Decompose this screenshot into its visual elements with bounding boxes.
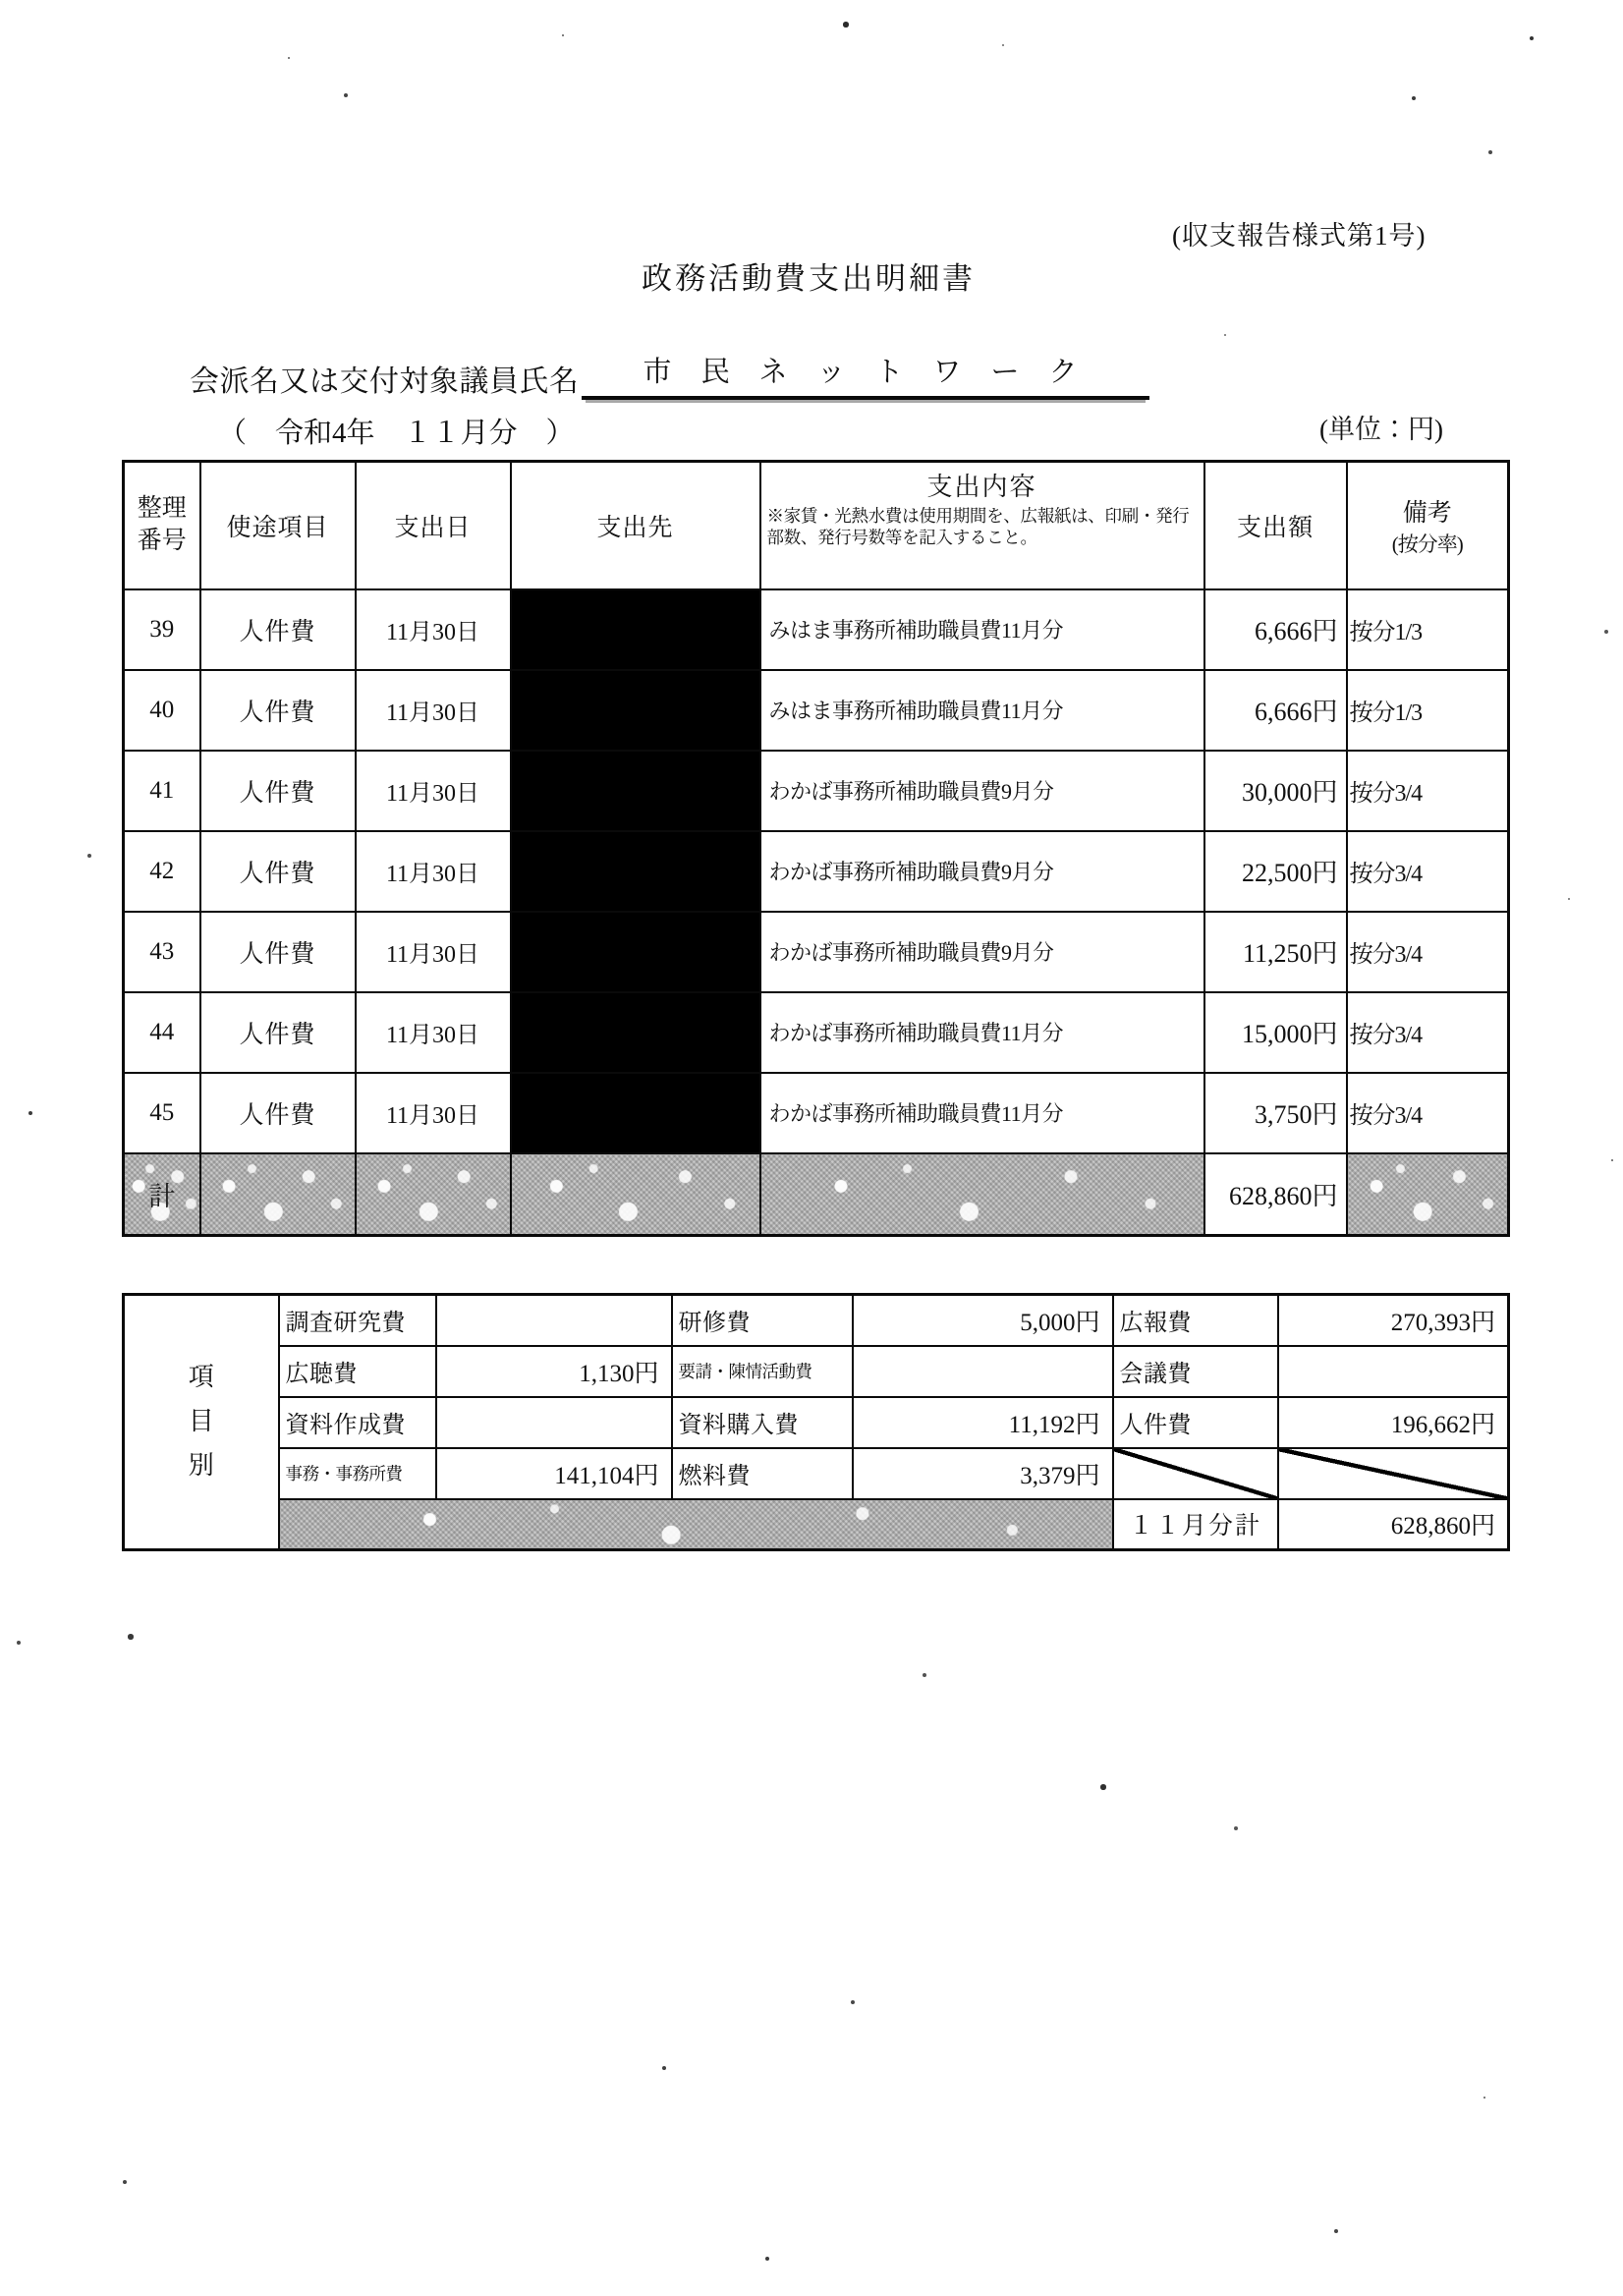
cell-remarks: 按分3/4 (1347, 751, 1509, 831)
summary-value (436, 1397, 672, 1448)
cell-serial-number: 42 (124, 831, 200, 912)
cell-content: わかば事務所補助職員費11月分 (760, 992, 1204, 1073)
group-label-text: 項目別 (188, 1363, 214, 1480)
summary-label: 広報費 (1113, 1295, 1278, 1346)
monthly-total-label: １１月分計 (1113, 1499, 1278, 1550)
redacted-payee-cell (511, 1073, 760, 1153)
header-category: 使途項目 (200, 462, 356, 589)
cell-serial-number: 45 (124, 1073, 200, 1153)
expense-row (124, 992, 1509, 1073)
cell-amount: 11,250円 (1204, 912, 1347, 992)
total-shaded-cell (200, 1153, 356, 1236)
cell-category: 人件費 (200, 1073, 356, 1153)
cell-category: 人件費 (200, 589, 356, 670)
summary-label: 要請・陳情活動費 (672, 1346, 853, 1397)
cell-serial-number: 41 (124, 751, 200, 831)
summary-value: 141,104円 (436, 1448, 672, 1499)
cell-content: わかば事務所補助職員費11月分 (760, 1073, 1204, 1153)
redacted-payee-cell (511, 670, 760, 751)
cell-serial-number: 39 (124, 589, 200, 670)
scan-noise-speckles (0, 0, 2, 2)
summary-label: 燃料費 (672, 1448, 853, 1499)
summary-shaded-cell (279, 1499, 1113, 1550)
cell-category: 人件費 (200, 831, 356, 912)
payee-name: 市民ネットワーク (582, 350, 1149, 400)
redacted-payee-cell (511, 589, 760, 670)
total-amount-cell: 628,860円 (1204, 1153, 1347, 1236)
cell-category: 人件費 (200, 992, 356, 1073)
header-amount: 支出額 (1204, 462, 1347, 589)
diagonal-slash-cell (1278, 1448, 1509, 1499)
cell-category: 人件費 (200, 751, 356, 831)
redacted-payee-cell (511, 912, 760, 992)
summary-total-row (124, 1499, 1509, 1550)
cell-date: 11月30日 (356, 751, 511, 831)
cell-amount: 6,666円 (1204, 670, 1347, 751)
header-content-title: 支出内容 (926, 473, 1037, 501)
summary-value (436, 1295, 672, 1346)
summary-value: 3,379円 (853, 1448, 1113, 1499)
summary-value: 11,192円 (853, 1397, 1113, 1448)
unit-note: (単位：円) (1319, 415, 1443, 444)
summary-value: 5,000円 (853, 1295, 1113, 1346)
cell-remarks: 按分3/4 (1347, 912, 1509, 992)
cell-content: わかば事務所補助職員費9月分 (760, 751, 1204, 831)
summary-row (124, 1397, 1509, 1448)
summary-label: 研修費 (672, 1295, 853, 1346)
total-shaded-cell (760, 1153, 1204, 1236)
redacted-payee-cell (511, 831, 760, 912)
header-remarks-title: 備考 (1402, 499, 1452, 527)
cell-remarks: 按分1/3 (1347, 589, 1509, 670)
summary-value: 1,130円 (436, 1346, 672, 1397)
cell-serial-number: 40 (124, 670, 200, 751)
cell-remarks: 按分3/4 (1347, 992, 1509, 1073)
redacted-payee-cell (511, 751, 760, 831)
summary-label: 事務・事務所費 (279, 1448, 436, 1499)
redacted-payee-cell (511, 992, 760, 1073)
cell-remarks: 按分3/4 (1347, 831, 1509, 912)
expense-row (124, 831, 1509, 912)
payee-label: 会派名又は交付対象議員氏名 (190, 365, 580, 398)
cell-date: 11月30日 (356, 831, 511, 912)
summary-value (1278, 1346, 1509, 1397)
group-label-cell (124, 1295, 279, 1550)
cell-amount: 15,000円 (1204, 992, 1347, 1073)
expense-row (124, 670, 1509, 751)
summary-label: 広聴費 (279, 1346, 436, 1397)
cell-amount: 6,666円 (1204, 589, 1347, 670)
summary-label: 人件費 (1113, 1397, 1278, 1448)
cell-content: みはま事務所補助職員費11月分 (760, 670, 1204, 751)
cell-remarks: 按分1/3 (1347, 670, 1509, 751)
expense-row (124, 751, 1509, 831)
summary-row (124, 1295, 1509, 1346)
monthly-total-value: 628,860円 (1278, 1499, 1509, 1550)
summary-value: 270,393円 (1278, 1295, 1509, 1346)
summary-value: 196,662円 (1278, 1397, 1509, 1448)
expense-row (124, 912, 1509, 992)
total-shaded-cell (511, 1153, 760, 1236)
summary-label: 調査研究費 (279, 1295, 436, 1346)
header-remarks-sub: (按分率) (1391, 532, 1463, 556)
fiscal-period: （ 令和4年 １１月分 ） (218, 418, 575, 449)
header-content (760, 462, 1204, 589)
total-shaded-cell (1347, 1153, 1509, 1236)
expense-table (122, 460, 1510, 1237)
summary-label: 資料購入費 (672, 1397, 853, 1448)
cell-amount: 22,500円 (1204, 831, 1347, 912)
expense-table-header-row (124, 462, 1509, 589)
summary-row (124, 1448, 1509, 1499)
cell-content: わかば事務所補助職員費9月分 (760, 912, 1204, 992)
header-remarks (1347, 462, 1509, 589)
header-serial-number (124, 462, 200, 589)
cell-date: 11月30日 (356, 1073, 511, 1153)
summary-value (853, 1346, 1113, 1397)
form-number-note: (収支報告様式第1号) (1172, 221, 1427, 251)
document-title: 政務活動費支出明細書 (642, 261, 976, 296)
expense-row (124, 1073, 1509, 1153)
cell-serial-number: 44 (124, 992, 200, 1073)
diagonal-slash-cell (1113, 1448, 1278, 1499)
category-summary-table (122, 1293, 1510, 1551)
total-label-cell: 計 (124, 1153, 200, 1236)
header-payee: 支出先 (511, 462, 760, 589)
cell-amount: 30,000円 (1204, 751, 1347, 831)
cell-serial-number: 43 (124, 912, 200, 992)
cell-date: 11月30日 (356, 589, 511, 670)
expense-total-row (124, 1153, 1509, 1236)
cell-date: 11月30日 (356, 992, 511, 1073)
cell-category: 人件費 (200, 670, 356, 751)
cell-remarks: 按分3/4 (1347, 1073, 1509, 1153)
cell-date: 11月30日 (356, 912, 511, 992)
summary-label: 資料作成費 (279, 1397, 436, 1448)
header-date: 支出日 (356, 462, 511, 589)
cell-content: わかば事務所補助職員費9月分 (760, 831, 1204, 912)
total-shaded-cell (356, 1153, 511, 1236)
cell-content: みはま事務所補助職員費11月分 (760, 589, 1204, 670)
summary-row (124, 1346, 1509, 1397)
summary-label: 会議費 (1113, 1346, 1278, 1397)
cell-date: 11月30日 (356, 670, 511, 751)
cell-amount: 3,750円 (1204, 1073, 1347, 1153)
cell-category: 人件費 (200, 912, 356, 992)
header-content-note: ※家賃・光熱水費は使用期間を、広報紙は、印刷・発行部数、発行号数等を記入すること。 (766, 506, 1190, 548)
header-serial-number-text: 整理番号 (137, 495, 187, 554)
payee-line (190, 350, 1149, 400)
expense-row (124, 589, 1509, 670)
